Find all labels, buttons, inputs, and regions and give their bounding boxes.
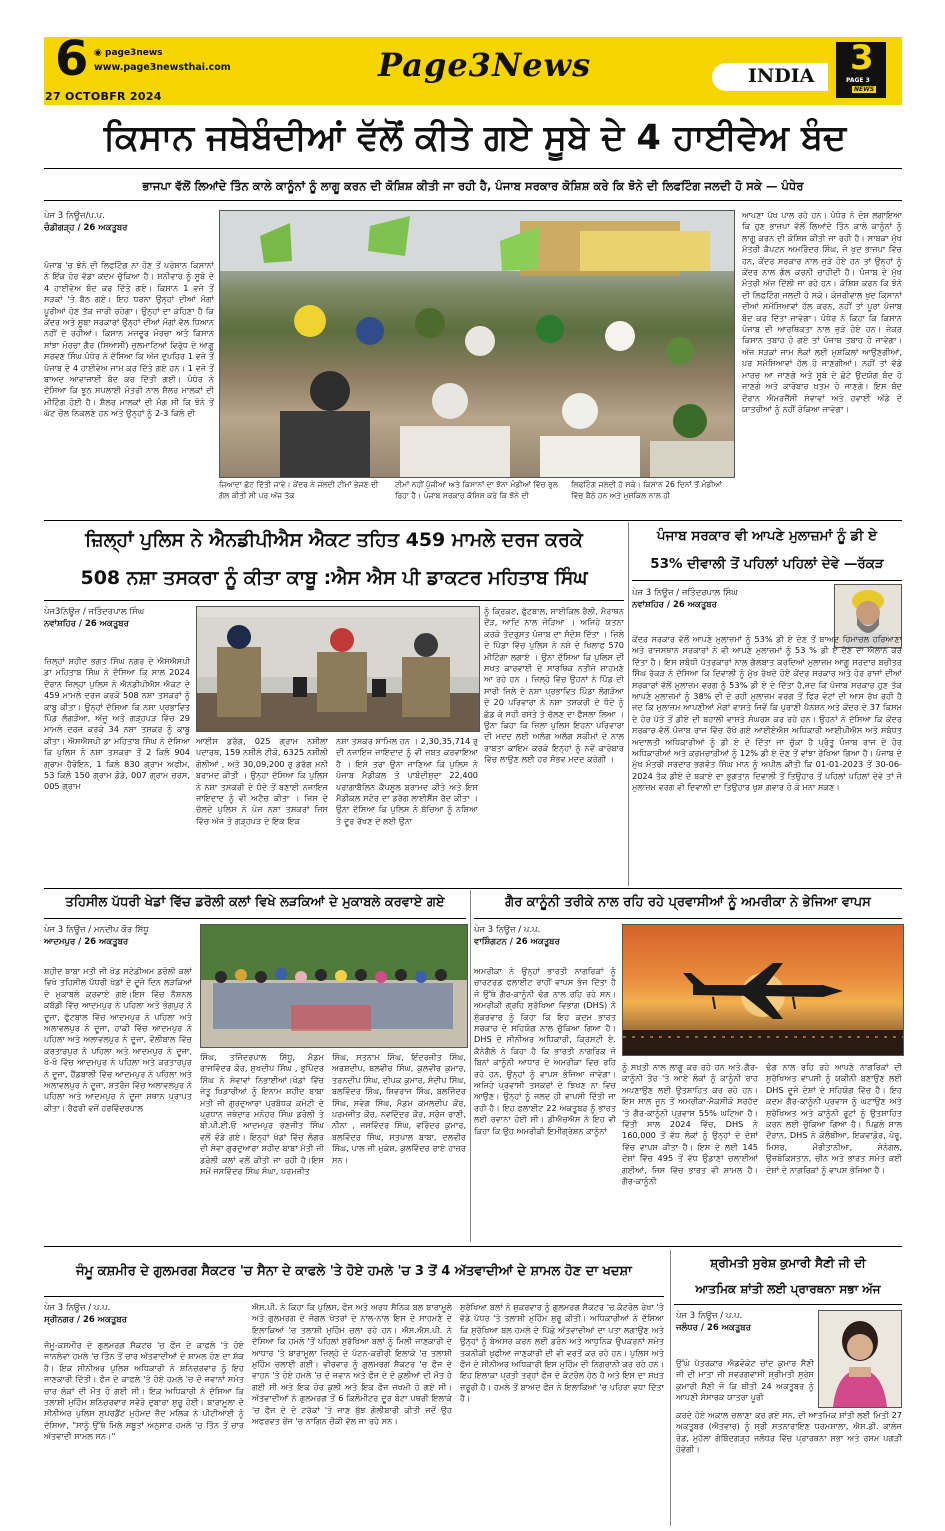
sports-col3: ਸਿੰਘ, ਸਤਨਾਮ ਸਿੰਘ, ਇੰਦਰਜੀਤ ਸਿੰਘ, ਅਰਸ਼ਦੀਪ, ਬਲਵੀਰ ਸਿੰਘ, ਕੁਲਵੀਰ ਕੁਮਾਰ, ਤਰਨਦੀਪ ਸਿੰਘ, ਦੀਪਕ ਕੁਮਾਰ, ਸੰਦੀਪ ਸਿੰਘ, ਬਲਵਿੰਦਰ ਸਿੰਘ, ਸ਼ਿਵਰਾਜ ਸਿੰਘ, ਬਲਜਿੰਦਰ ਸਿੰਘ, ਸਵੇਗ ਸਿੰਘ, ਮੈਡਮ ਕਮਲਦੀਪ ਕੌਰ, ਪਰਮਜੀਤ ਕੌਰ, ਨਵਦਿੰਦਰ ਕੌਰ, ਸਰੋਜ ਰਾਣੀ, ਨੀਨਾ , ਜਸਵਿੰਦਰ ਸਿੰਘ, ਵਰਿੰਦਰ ਕੁਮਾਰ, ਬਲਵਿੰਦਰ ਸਿੰਘ, ਸਤਪਾਲ ਬਾਬਾ, ਦਲਵੀਰ ਸਿੰਘ, ਪਾਲ ਜੀ ਮੁਕੇਸ਼, ਕੁਲਵਿੰਦਰ ਰਾਏ ਹਾਜ਼ਰ ਸਨ। [332,1052,466,1165]
sports-byline [44,924,204,948]
masthead-logo: Page3News [378,46,592,84]
employees-headline-1: ਪੰਜਾਬ ਸਰਕਾਰ ਵੀ ਆਪਣੇ ਮੁਲਾਜ਼ਮਾਂ ਨੂੰ ਡੀ ਏ [656,528,878,544]
lead-caption-2: ਟੀਮਾਂ ਨਹੀਂ ਪੁੱਜੀਆਂ ਅਤੇ ਕਿਸਾਨਾਂ ਦਾ ਝੋਨਾ ਮੰਡੀਆਂ ਵਿੱਚ ਰੁਲ ਰਿਹਾ ਹੈ। ਪੰਜਾਬ ਸਰਕਾਰ ਕੋਸ਼ਿਸ਼ ਕਰੇ ਕਿ ਝੋਨੇ ਦੀ [395,480,558,500]
social-handle [94,48,163,58]
obituary-portrait-illustration [819,1311,901,1407]
sports-headline: ਤਹਿਸੀਲ ਪੱਧਰੀ ਖੇਡਾਂ ਵਿੱਚ ਡਰੋਲੀ ਕਲਾਂ ਵਿਖੇ ਲੜਕਿਆਂ ਦੇ ਮੁਕਾਬਲੇ ਕਰਵਾਏ ਗਏ [65,895,445,910]
lead-headline: ਕਿਸਾਨ ਜਥੇਬੰਦੀਆਂ ਵੱਲੋਂ ਕੀਤੇ ਗਏ ਸੂਬੇ ਦੇ 4 ਹਾਈਵੇਅ ਬੰਦ [103,118,847,158]
obituary-byline-text: ਪੇਜ 3 ਨਿਊਜ਼ / ਪ.ਪ. [676,1311,743,1321]
sports-dateline: ਆਦਮਪੁਰ / 26 ਅਕਤੂਬਰ [44,937,129,947]
lead-dateline: ਚੰਡੀਗੜ੍ਹ / 26 ਅਕਤੂਬਰ [44,223,128,233]
ndps-dateline: ਨਵਾਂਸ਼ਹਿਰ / 26 ਅਕਤੂਬਰ [44,619,129,629]
migrants-byline-text: ਪੇਜ 3 ਨਿਊਜ਼ / ਪ.ਪ. [474,925,541,935]
migrants-byline [474,924,624,948]
ndps-headline-2: 508 ਨਸ਼ਾ ਤਸਕਰਾ ਨੂੰ ਕੀਤਾ ਕਾਬੂ :ਐਸ ਐਸ ਪੀ ਡਾਕਟਰ ਮਹਿਤਾਬ ਸਿੰਘ [80,567,588,589]
obituary-body-side: ਉੱਘੇ ਪੱਤਰਕਾਰ ਐਡਵੋਕੇਟ ਚਾਂਦ ਕੁਮਾਰ ਸੈਣੀ ਜੀ ਦੀ ਮਾਤਾ ਜੀ ਸਵਰਗਵਾਸੀ ਸ਼੍ਰੀਮਤੀ ਸੁਰੇਸ਼ ਕੁਮਾਰੀ ਸੈਣੀ ਜੋ ਕਿ ਬੀਤੀ 24 ਅਕਤੂਬਰ ਨੂੰ ਆਪਣੀ ਸੰਸਾਰਕ ਯਾਤਰਾ ਪੂਰੀ [676,1358,814,1403]
masthead-date: 27 OCTOBFR 2024 [45,90,162,103]
migrants-col1: ਅਮਰੀਕਾ ਨੇ ਉਨ੍ਹਾਂ ਭਾਰਤੀ ਨਾਗਰਿਕਾਂ ਨੂੰ ਚਾਰਟਰਡ ਫਲਾਈਟ ਰਾਹੀਂ ਵਾਪਸ ਭੇਜ ਦਿੱਤਾ ਹੈ ਜੋ ਉੱਥੇ ਗੈਰ-ਕਾਨੂੰਨੀ ਢੰਗ ਨਾਲ ਰਹਿ ਰਹੇ ਸਨ। ਅਮਰੀਕੀ ਗ੍ਰਹਿ ਸੁਰੱਖਿਆ ਵਿਭਾਗ (DHS) ਨੇ ਸ਼ੁੱਕਰਵਾਰ ਨੂੰ ਕਿਹਾ ਕਿ ਇਹ ਕਦਮ ਭਾਰਤ ਸਰਕਾਰ ਦੇ ਸਹਿਯੋਗ ਨਾਲ ਚੁੱਕਿਆ ਗਿਆ ਹੈ। DHS ਦੇ ਸੀਨੀਅਰ ਅਧਿਕਾਰੀ, ਕ੍ਰਿਸਟੀ ਏ. ਕੈਨੇਗੈਲੋ ਨੇ ਕਿਹਾ ਹੈ ਕਿ ਭਾਰਤੀ ਨਾਗਰਿਕ ਜੋ ਬਿਨਾਂ ਕਾਨੂੰਨੀ ਆਧਾਰ ਦੇ ਅਮਰੀਕਾ ਵਿਚ ਰਹਿ ਰਹੇ ਹਨ, ਉਨ੍ਹਾਂ ਨੂੰ ਵਾਪਸ ਭੇਜਿਆ ਜਾਵੇਗਾ। ਅਜਿਹੇ ਪ੍ਰਵਾਸੀ ਤਸਕਰਾਂ ਦੇ ਝਿਖਣ ਨਾ ਵਿਚ ਆਉਣ। ਉਨ੍ਹਾਂ ਨੂੰ ਜਲਦ ਹੀ ਵਾਪਸੀ ਦਿੱਤੀ ਜਾ ਰਹੀ ਹੈ। ਇਹ ਫਲਾਈਟ 22 ਅਕਤੂਬਰ ਨੂੰ ਭਾਰਤ ਲਈ ਰਵਾਨਾ ਹੋਈ ਸੀ। ਡੀਐਚਐਸ ਨੇ ਇਹ ਵੀ ਕਿਹਾ ਕਿ ਉਹ ਅਮਰੀਕੀ ਇਮੀਗ੍ਰੇਸ਼ਨ ਕਾਨੂੰਨਾਂ [474,966,616,1136]
lead-subhead: ਭਾਜਪਾ ਵੱਲੋਂ ਲਿਆਂਦੇ ਤਿੰਨ ਕਾਲੇ ਕਾਨੂੰਨਾਂ ਨੂੰ ਲਾਗੂ ਕਰਨ ਦੀ ਕੋਸ਼ਿਸ਼ ਕੀਤੀ ਜਾ ਰਹੀ ਹੈ, ਪੰਜਾਬ ਸਰਕਾਰ ਕੋਸ਼ਿਸ਼ ਕਰੇ ਕਿ ਝੋਨੇ ਦੀ ਲਿਫਟਿੰਗ ਜਲਦੀ ਹੋ ਸਕੇ — ਪੰਧੇਰ [142,179,804,193]
press-conference-illustration [197,607,479,731]
obituary-byline [676,1310,816,1334]
employees-byline [632,587,832,611]
migrants-headline: ਗੈਰ ਕਾਨੂੰਨੀ ਤਰੀਕੇ ਨਾਲ ਰਹਿ ਰਹੇ ਪ੍ਰਵਾਸੀਆਂ ਨੂੰ ਅਮਰੀਕਾ ਨੇ ਭੇਜਿਆ ਵਾਪਸ [505,895,871,910]
lead-col4: ਆਪਣਾ ਪੱਖ ਪਾਲ ਰਹੇ ਹਨ। ਪੰਧੇਰ ਨੇ ਦੋਸ਼ ਲਗਾਇਆ ਕਿ ਹੁਣ ਭਾਜਪਾ ਵੱਲੋਂ ਲਿਆਂਦੇ ਤਿੰਨ ਕਾਲੇ ਕਾਨੂੰਨਾਂ ਨੂੰ ਲਾਗੂ ਕਰਨ ਦੀ ਕੋਸ਼ਿਸ਼ ਕੀਤੀ ਜਾ ਰਹੀ ਹੈ। ਸਾਬਕਾ ਮੁੱਖ ਮੰਤਰੀ ਕੈਪਟਨ ਅਮਰਿੰਦਰ ਸਿੰਘ, ਜੋ ਖੁਦ ਭਾਜਪਾ ਵਿੱਚ ਹਨ, ਕੇਂਦਰ ਸਰਕਾਰ ਨਾਲ ਜੁੜੇ ਹੋਏ ਹਨ ਤਾਂ ਉਨ੍ਹਾਂ ਨੂੰ ਕੇਂਦਰ ਨਾਲ ਗੱਲ ਕਰਨੀ ਚਾਹੀਦੀ ਹੈ। ਪੰਜਾਬ ਦੇ ਮੁੱਖ ਮੰਤਰੀ ਅੱਜ ਦਿੱਲੀ ਜਾ ਰਹੇ ਹਨ। ਕੋਸ਼ਿਸ਼ ਕਰਨ ਕਿ ਝੋਨੇ ਦੀ ਲਿਫਟਿੰਗ ਜਲਦੀ ਹੋ ਸਕੇ। ਕੇਜਰੀਵਾਲ ਖੁਦ ਕਿਸਾਨਾਂ ਦੀਆਂ ਸਮੱਸਿਆਵਾਂ ਹੱਲ ਕਰਨ, ਨਹੀਂ ਤਾਂ ਪੂਰਾ ਪੰਜਾਬ ਬੰਦ ਕਰ ਦਿੱਤਾ ਜਾਵੇਗਾ। ਪੰਧੇਰ ਨੇ ਕਿਹਾ ਕਿ ਕਿਸਾਨ ਪੰਜਾਬ ਦੀ ਆਰਥਿਕਤਾ ਨਾਲ ਜੁੜੇ ਹੋਏ ਹਨ। ਜੇਕਰ ਕਿਸਾਨ ਤਬਾਹ ਹੋ ਗਏ ਤਾਂ ਪੰਜਾਬ ਤਬਾਹ ਹੋ ਜਾਵੇਗਾ। ਅੱਜ ਸੜਕਾਂ ਜਾਮ ਲੋਕਾਂ ਲਈ ਮੁਸ਼ਕਿਲਾਂ ਆਉਣਗੀਆਂ, ਪਰ ਸਮੱਸਿਆਵਾਂ ਹੱਲ ਹੋ ਜਾਣਗੀਆਂ। ਨਹੀਂ ਤਾਂ ਵੱਡੇ ਮਾਰਚ ਆ ਜਾਣਗੇ ਅਤੇ ਸੂਬੇ ਦੇ ਛੋਟੇ ਉਦਯੋਗ ਬੰਦ ਹੋ ਜਾਣਗੇ ਅਤੇ ਕਾਰੋਬਾਰ ਖ਼ਤਮ ਹੋ ਜਾਣਗੇ। ਇਸ ਬੰਦ ਦੌਰਾਨ ਐਮਰਜੈਂਸੀ ਸੇਵਾਵਾਂ ਅਤੇ ਹਵਾਈ ਅੱਡੇ ਦੇ ਯਾਤਰੀਆਂ ਨੂੰ ਨਹੀਂ ਰੋਕਿਆ ਜਾਵੇਗਾ। [742,210,902,414]
kashmir-byline-text: ਪੇਜ 3 ਨਿਊਜ਼ / ਪ.ਪ. [44,1303,111,1313]
ndps-col4: ਨੂੰ ਕ੍ਰਿਕਟ, ਫੁੱਟਬਾਲ, ਸਾਈਕਿਲ ਰੈਲੀ, ਮੈਰਾਥਨ ਦੌੜ, ਆਦਿ ਨਾਲ ਜੋੜਿਆ । ਅਜਿਹੇ ਯਤਨਾ ਕਰਕੇ ਤੰਦਰੁਸਤ ਪੰਜਾਬ ਦਾ ਸੰਦੇਸ਼ ਦਿੱਤਾ । ਜ਼ਿਲੇ ਦੇ ਪਿੰਡਾ ਵਿੱਚ ਪੁਲਿਸ ਨੇ ਨਸ਼ੇ ਦੇ ਖਿਲਾਫ 570 ਮੀਟਿੰਗਾ ਲਗਾਏ । ਉਨਾ ਦੱਸਿਆ ਕਿ ਪੁਲਿਸ ਦੀ ਸਖਤ ਕਾਰਵਾਈ ਦੇ ਸਾਰਥਿਕ ਨਤੀਜੇ ਸਾਹਮਣੇ ਆ ਰਹੇ ਹਨ । ਜ਼ਿਲ੍ਹੇ ਵਿੱਚ ਉਹਨਾਂ ਨੇ ਪਿੰਡ ਦੀ ਸਾਰੀ ਜ਼ਿਲੇ ਦੇ ਨਸ਼ਾ ਪ੍ਰਭਾਵਿਤ ਪਿੰਡਾ ਲੰਗੜੋਆ ਦੇ 20 ਪਰਿਵਾਰਾ ਨੇ ਨਸ਼ਾ ਤਸਕਰੀ ਦੇ ਧੰਦੇ ਨੂੰ ਛੱਡ ਕੇ ਸਹੀ ਰਸਤੇ ਤੇ ਚੱਲਣ ਦਾ ਫੈਸਲਾ ਲਿਆ । ਉਨਾ ਕਿਹਾ ਕਿ ਜ਼ਿਲਾ ਪੁਲਿਸ ਇਹਨਾ ਪਰਿਵਾਰਾ ਦੀ ਮਦਦ ਲਈ ਅਲੱਗ ਅਲੱਗ ਸਕੀਮਾਂ ਦੇ ਨਾਲ ਰਾਬਤਾ ਕਾਇਮ ਕਰਕੇ ਇਨ੍ਹਾਂ ਨੂੰ ਨਵੇਂ ਕਾਰੋਬਾਰ ਵਿੱਚ ਲਾਉਣ ਲਈ ਹਰ ਸੰਭਵ ਮਦਦ ਕਰੇਗੀ । [484,606,624,765]
employees-dateline: ਨਵਾਂਸ਼ਹਿਰ / 26 ਅਕਤੂਬਰ [632,600,717,610]
website-url[interactable]: www.page3newsthai.com [94,62,231,73]
ndps-byline-text: ਪੇਜ3ਨਿਊਜ਼ / ਜਤਿੰਦਰਪਾਲ ਸਿੰਘ [44,607,145,617]
lead-byline [44,210,214,234]
employees-byline-text: ਪੇਜ 3 ਨਿਊਜ਼ / ਜਤਿੰਦਰਪਾਲ ਸਿੰਘ [632,588,738,598]
migrants-dateline: ਵਾਸ਼ਿੰਗਟਨ / 26 ਅਕਤੂਬਰ [474,937,560,947]
lead-byline-text: ਪੇਜ 3 ਨਿਊਜ਼/ਪ.ਪ. [44,211,105,221]
obituary-body-full: ਕਰਦੇ ਹੋਏ ਅਕਾਲ ਚਲਾਣਾ ਕਰ ਗਏ ਸਨ, ਦੀ ਆਤਮਿਕ ਸ਼ਾਂਤੀ ਲਈ ਮਿਤੀ 27 ਅਕਤੂਬਰ (ਐਤਵਾਰ) ਨੂੰ ਸ੍ਰੀ ਸਤਨਾਰਾਇਣ ਧਰਮਸ਼ਾਲਾ, ਐਸ.ਡੀ. ਕਾਲੇਜ ਰੋਡ, ਮੁਹੱਲਾ ਗੋਬਿੰਦਗੜ੍ਹ ਜਲੰਧਰ ਵਿੱਚ ਪ੍ਰਾਰਥਨਾ ਸਭਾ ਅਤੇ ਰਸਮ ਪਗੜੀ ਹੋਵੇਗੀ। [676,1410,902,1455]
handle-text: page3news [105,48,163,58]
ndps-byline [44,606,204,630]
employees-headline-2: 53% ਦੀਵਾਲੀ ਤੋਂ ਪਹਿਲਾਂ ਪਹਿਲਾਂ ਦੇਵੇ —ਰੱਕੜ [650,556,884,572]
farmers-protest-photo [219,210,735,478]
kashmir-col3: ਸੁਰੱਖਿਆ ਬਲਾਂ ਨੇ ਸ਼ੁਕਰਵਾਰ ਨੂੰ ਗੁਲਮਰਗ ਸੈਕਟਰ 'ਚ ਕੰਟਰੋਲ ਰੇਖਾ 'ਤੇ ਵੱਡੇ ਪੱਧਰ 'ਤੇ ਤਲਾਸ਼ੀ ਮੁਹਿੰਮ ਸ਼ੁਰੂ ਕੀਤੀ। ਅਧਿਕਾਰੀਆਂ ਨੇ ਦੱਸਿਆ ਕਿ ਸੁਰੱਖਿਆ ਬਲ ਹਮਲੇ ਦੇ ਪਿੱਛੇ ਅੱਤਵਾਦੀਆਂ ਦਾ ਪਤਾ ਲਗਾਉਣ ਅਤੇ ਉਨ੍ਹਾਂ ਨੂੰ ਬੇਅਸਰ ਕਰਨ ਲਈ ਡਰੋਨ ਅਤੇ ਆਧੁਨਿਕ ਉਪਕਰਨਾਂ ਸਮੇਤ ਤਕਨੀਕੀ ਖੁਫੀਆ ਜਾਣਕਾਰੀ ਦੀ ਵੀ ਵਰਤੋਂ ਕਰ ਰਹੇ ਹਨ। ਪੁਲਿਸ ਅਤੇ ਫੌਜ ਦੇ ਸੀਨੀਅਰ ਅਧਿਕਾਰੀ ਇਸ ਮੁਹਿੰਮ ਦੀ ਨਿਗਰਾਨੀ ਕਰ ਰਹੇ ਹਨ। ਇਹ ਇਲਾਕਾ ਪ੍ਰਤੀ ਤਰ੍ਹਾਂ ਫੌਜ ਦੇ ਕੰਟਰੋਲ ਹੇਠ ਹੈ ਅਤੇ ਇਸ ਦਾ ਸਖ਼ਤ ਜ਼ਰੂਰੀ ਹੈ। ਹਮਲੇ ਤੋਂ ਬਾਅਦ ਫੌਜ ਨੇ ਇਲਾਕਿਆਂ 'ਚ ਪਹਿਰਾ ਵਧਾ ਦਿੱਤਾ ਹੈ। [460,1302,664,1404]
group-photo-illustration [201,925,467,1047]
ndps-col3: ਨਸ਼ਾ ਤਸਕਰ ਸ਼ਾਮਿਲ ਹਨ । 2,30,35,714 ਰੁ ਦੀ ਨਜਾਇਜ ਜਾਇਦਾਦ ਨੂੰ ਵੀ ਜ਼ਬਤ ਕਰਵਾਇਆ ਹੈ । ਇਸੇ ਤਰਾ ਉਨਾ ਜਾਣਿਆ ਕਿ ਪੁਲਿਸ ਨੇ ਪੰਜਾਬ ਮੈਡੀਕਲ ਤੋ ਪਾਬੰਦੀਸ਼ੁਦਾ 22,400 ਪਰਾਗਾਬੈਲਿਨ ਕੈਪਸੂਲ ਬਰਾਮਦ ਕੀਤੇ ਅਤੇ ਇਸ ਮੈਡੀਕਲ ਸਟੋਰ ਦਾ ਡਰੱਗ ਲਾਈਸੈਂਸ ਰੱਦ ਕੀਤਾ । ਉਨਾ ਦੱਸਿਆ ਕਿ ਪੁਲਿਸ ਨੇ ਬੱਚਿਆ ਨੂੰ ਨਸ਼ਿਆ ਤੋ ਦੂਰ ਰੱਖਣ ਦੇ ਲਈ ਉਨਾ [336,736,478,826]
ndps-col2: ਆਈਸ ਡਰੱਗ, 025 ਗ੍ਰਾਮ ਨਸ਼ੀਲਾ ਪਦਾਰਥ, 159 ਨਸ਼ੀਲੇ ਟੀਕੇ, 6325 ਨਸ਼ੀਲੀ ਗੋਲੀਆਂ , ਅਤੇ 30,09,200 ਰੁ ਡਰੱਗ ਮਨੀ ਬਰਾਮਦ ਕੀਤੀ । ਉਨ੍ਹਾ ਦੱਸਿਆ ਕਿ ਪੁਲਿਸ ਨੇ ਨਸ਼ਾ ਤਸਕਰੀ ਦੇ ਧੰਦੇ ਤੋਂ ਬਣਾਈ ਨਜਾਇਜ ਜਾਇਦਾਦ ਨੂੰ ਵੀ ਅਟੈਚ ਕੀਤਾ । ਜਿਸ ਦੇ ਚੱਲਦੇ ਪੁਲਿਸ ਨੇ ਪੇਜ ਨਸ਼ਾ ਤਸਕਰਾਂ ਜਿਸ ਵਿੱਚ ਅੱਜ ਤੋ ਗੜ੍ਹਪੜ ਦੇ ਇਕ ਇਕ [196,736,328,826]
kashmir-byline [44,1302,244,1326]
ndps-headline-1: ਜ਼ਿਲ੍ਹਾਂ ਪੁਲਿਸ ਨੇ ਐਨਡੀਪੀਐਸ ਐਕਟ ਤਹਿਤ 459 ਮਾਮਲੇ ਦਰਜ ਕਰਕੇ [85,529,583,551]
kashmir-col2: ਐਸ.ਪੀ. ਨੇ ਕਿਹਾ ਕਿ ਪੁਲਿਸ, ਫੌਜ ਅਤੇ ਅਰਧ ਸੈਨਿਕ ਬਲ ਬਾਰਾਮੂਲੇ ਅਤੇ ਗੁਲਮਰਗ ਦੇ ਜੰਗਲ ਖੇਤਰਾਂ ਦੇ ਨਾਲ-ਨਾਲ ਇਸ ਦੇ ਸਾਹਮਣੇ ਦੇ ਇਲਾਕਿਆਂ 'ਚ ਤਲਾਸ਼ੀ ਮੁਹਿੰਮ ਚਲਾ ਰਹੇ ਹਨ। ਐਸ.ਐਸ.ਪੀ. ਨੇ ਦੱਸਿਆ ਕਿ ਹਮਲੇ 'ਤੋਂ ਪਹਿਲਾਂ ਸੁਰੱਖਿਆ ਬਲਾਂ ਨੂੰ ਮਿਲੀ ਜਾਣਕਾਰੀ ਦੇ ਆਧਾਰ 'ਤੇ ਬਾਰਾਮੂਲਾ ਜ਼ਿਲ੍ਹੇ ਦੇ ਪੱਟਨ-ਕਰੀਰੀ ਇਲਾਕੇ 'ਚ ਤਲਾਸ਼ੀ ਮੁਹਿੰਮ ਚਲਾਈ ਗਈ। ਵੀਰਵਾਰ ਨੂੰ ਗੁਲਮਰਗ ਸੈਕਟਰ 'ਚ ਫੌਜ ਦੇ ਵਾਹਨ 'ਤੇ ਹੋਏ ਹਮਲੇ 'ਚ ਦੋ ਜਵਾਨ ਅਤੇ ਫੌਜ ਦੇ ਦੋ ਕੁਲੀਆਂ ਦੀ ਮੌਤ ਹੋ ਗਈ ਸੀ ਅਤੇ ਇਕ ਹੋਰ ਕੁਲੀ ਅਤੇ ਇਕ ਫੌਜ ਜ਼ਖਮੀ ਹੋ ਗਏ ਸੀ। ਅੱਤਵਾਦੀਆਂ ਨੇ ਗੁਲਮਰਗ ਤੋਂ 6 ਕਿਲੋਮੀਟਰ ਦੂਰ ਬੋਟਾ ਪਥਰੀ ਇਲਾਕੇ 'ਚ ਫੌਜ ਦੇ ਦੋ ਟਰੱਕਾਂ 'ਤੇ ਜਾਣ ਬੁੱਝ ਗੋਲੀਬਾਰੀ ਕੀਤੀ ਜਦੋਂ ਉਹ ਅਫਰਵਤ ਰੇਂਜ 'ਚ ਨਾਗਿਨ ਚੌਕੀ ਵੱਲ ਜਾ ਰਹੇ ਸਨ। [252,1302,452,1427]
migrants-col3: ਢੰਗ ਨਾਲ ਰਹਿ ਰਹੇ ਆਪਣੇ ਨਾਗਰਿਕਾਂ ਦੀ ਸੁਰੱਖਿਅਤ ਵਾਪਸੀ ਨੂੰ ਯਕੀਨੀ ਬਣਾਉਣ ਲਈ DHS ਦੂਜੇ ਦੇਸ਼ਾਂ ਦੇ ਸਹਿਯੋਗ ਵਿੱਚ ਹੈ। ਇਹ ਕਦਮ ਗੈਰ-ਕਾਨੂੰਨੀ ਪ੍ਰਵਾਸ ਨੂੰ ਘਟਾਉਣ ਅਤੇ ਸੁਰੱਖਿਅਤ ਅਤੇ ਕਾਨੂੰਨੀ ਰੂਟਾਂ ਨੂੰ ਉਤਸ਼ਾਹਿਤ ਕਰਨ ਲਈ ਚੁੱਕਿਆ ਗਿਆ ਹੈ। ਪਿਛਲੇ ਸਾਲ ਦੌਰਾਨ, DHS ਨੇ ਕੋਲੰਬੀਆ, ਇਕਵਾਡੋਰ, ਪੇਰੂ, ਮਿਸਰ, ਮੌਰੀਤਾਨੀਆ, ਸੇਨੇਗਲ, ਉਜ਼ਬੇਕਿਸਤਾਨ, ਚੀਨ ਅਤੇ ਭਾਰਤ ਸਮੇਤ ਕਈ ਦੇਸ਼ਾਂ ਦੇ ਨਾਗਰਿਕਾਂ ਨੂੰ ਵਾਪਸ ਭੇਜਿਆ ਹੈ। [766,1062,902,1175]
camera-icon: ◉ [94,48,105,58]
employees-body: ਕੇਂਦਰ ਸਰਕਾਰ ਵੱਲੋਂ ਆਪਣੇ ਮੁਲਾਜ਼ਮਾਂ ਨੂੰ 53% ਡੀ ਏ ਦੇਣ ਤੋਂ ਬਾਅਦ ਹਿਮਾਚਲ ਹਰਿਆਣਾ ਅਤੇ ਰਾਜਸਥਾਨ ਸਰਕਾਰਾਂ ਨੇ ਵੀ ਆਪਣੇ ਮੁਲਾਜ਼ਮਾਂ ਨੂੰ 53 % ਡੀ ਏ ਦੇਣ ਦਾ ਐਲਾਨ ਕਰ ਦਿੱਤਾ ਹੈ। ਇਸ ਸਬੰਧੀ ਪੱਤਰਕਾਰਾਂ ਨਾਲ ਗੱਲਬਾਤ ਕਰਦਿਆਂ ਮੁਲਾਜ਼ਮ ਆਗੂ ਸਰਦਾਰ ਬਚੀਤਰ ਸਿੰਘ ਰੱਕੜ ਨੇ ਦੱਸਿਆ ਕਿ ਦਿਵਾਲੀ ਨੂੰ ਮੁੱਖ ਰੱਖਦੇ ਹੋਏ ਕੇਂਦਰ ਸਰਕਾਰ ਅਤੇ ਹੋਰ ਰਾਜਾਂ ਦੀਆਂ ਸਰਕਾਰਾਂ ਵੱਲੋਂ ਮੁਲਾਜ਼ਮ ਵਰਗ ਨੂੰ 53% ਡੀ ਏ ਦੇ ਦਿੱਤਾ ਹੈ,ਜਦ ਕਿ ਪੰਜਾਬ ਸਰਕਾਰ ਹੁਣ ਤੱਕ ਆਪਣੇ ਮੁਲਾਜ਼ਮਾਂ ਨੂੰ 38% ਦੀ ਦੇ ਰਹੀ ਮੁਲਾਜ਼ਮ ਵਰਗ ਤੋਂ ਫਿਰ ਵੋਟਾਂ ਦੀ ਆਸ ਰੱਖ ਰਹੀ ਹੈ ਜਦ ਕਿ ਮੁਲਾਜ਼ਮ ਆਪਣੀਆਂ ਮੰਗਾਂ ਵਾਸਤੇ ਜਿਵੇਂ ਕਿ ਪੁਰਾਣੀ ਪੈਨਸ਼ਨ ਅਤੇ ਕੇਂਦਰ ਦੇ 37 ਕਿਸਮ ਦੇ ਹੋਰ ਪੱਤੇ ਤੋਂ ਡੀਏ ਦੀ ਬਹਾਲੀ ਵਾਸਤੇ ਸੰਘਰਸ਼ ਕਰ ਰਹੇ ਹਨ। ਉਹਨਾਂ ਨੇ ਦੱਸਿਆ ਕਿ ਕੇਂਦਰ ਸਰਕਾਰ ਵੱਲੋਂ ਪੰਜਾਬ ਰਾਜ ਵਿੱਚ ਰੱਖੇ ਗਏ ਆਈਏਐਸ ਅਧਿਕਾਰੀ ਆਈਪੀਐਸ ਅਤੇ ਸਬੰਧਤ ਅਦਾਲਤੀ ਅਧਿਕਾਰੀਆਂ ਨੂੰ ਡੀ ਏ ਦੇ ਦਿੱਤਾ ਜਾ ਚੁੱਕਾ ਹੈ ਪ੍ਰੰਤੂ ਪੰਜਾਬ ਰਾਜ ਦੇ ਹੋਰ ਅਧਿਕਾਰੀਆਂ ਅਤੇ ਕਰਮਚਾਰੀਆਂ ਨੂੰ 12% ਡੀ ਏ ਦੇਣ ਤੋਂ ਵਾਂਝਾ ਰੱਖਿਆ ਗਿਆ ਹੈ। ਪੰਜਾਬ ਦੇ ਮੁੱਖ ਮੰਤਰੀ ਸਰਦਾਰ ਭਗਵੰਤ ਸਿੰਘ ਮਾਨ ਨੂੰ ਅਪੀਲ ਕੀਤੀ ਕਿ 01-01-2023 ਤੋਂ 30-06-2024 ਤੱਕ ਡੀਏ ਦੇ ਬਕਾਏ ਦਾ ਭੁਗਤਾਨ ਦਿਵਾਲੀ ਤੋਂ ਤਿਉਹਾਰ ਤੋਂ ਪਹਿਲਾਂ ਪਹਿਲਾਂ ਦੇਵੇ ਤਾਂ ਜੋ ਮੁਲਾਜ਼ਮ ਵਰਗ ਵੀ ਦਿਵਾਲੀ ਦਾ ਤਿਉਹਾਰ ਖੁਸ਼ ਗਵਾਰ ਹੋ ਕੇ ਮਨਾ ਸਕਣ। [632,634,902,793]
brand-badge-number: 3 [850,38,874,78]
sports-col2: ਸਿੰਘ, ਤਜਿੰਦਰਪਾਲ ਸਿੱਧੂ, ਮੈਡਮ ਰਾਜਵਿੰਦਰ ਕੌਰ, ਸੁਖਦੀਪ ਸਿੰਘ , ਭੁਪਿੰਦਰ ਸਿੰਘ ਨੇ ਸੇਵਾਵਾਂ ਨਿਭਾਈਆਂ।ਖੇਡਾਂ ਵਿੱਚ ਜੇਤੂ ਖਿਡਾਰੀਆਂ ਨੂੰ ਇਨਾਮ ਸ਼ਹੀਦ ਬਾਬਾ ਮਤੀ ਜੀ ਗੁਰਦੁਆਰਾ ਪ੍ਰਬੰਧਕ ਕਮੇਟੀ ਦੇ ਪ੍ਰਧਾਨ ਜਥੇਦਾਰ ਮਨੋਹਰ ਸਿੰਘ ਡਰੋਲੀ ਤੇ ਬੀ.ਪੀ.ਈ.ਓ ਆਦਮਪੁਰ ਰਣਜੀਤ ਸਿੰਘ ਵਲੋਂ ਵੰਡੇ ਗਏ। ਇਨ੍ਹਾਂ ਖੇਡਾਂ ਵਿੱਚ ਲੰਗਰ ਦੀ ਸੇਵਾ ਗੁਰਦੁਆਰਾ ਸ਼ਹੀਦ ਬਾਬਾ ਮੱਤੀ ਜੀ ਡਰੋਲੀ ਕਲਾਂ ਵਲੋਂ ਕੀਤੀ ਜਾ ਰਹੀ ਹੈ।ਇਸ ਸਮੇਂ ਜਸਵਿੰਦਰ ਸਿੰਘ ਸੰਘਾ, ਪਰਮਜੀਤ [200,1052,324,1177]
protest-crowd-illustration [220,211,734,477]
sports-byline-text: ਪੇਜ 3 ਨਿਊਜ਼ / ਮਨਦੀਪ ਕੌਰ ਸਿੱਧੂ [44,925,149,935]
brand-badge-text-bottom: NEWS [854,86,875,93]
ndps-col1: ਜ਼ਿਲ੍ਹਾਂ ਸ਼ਹੀਦ ਭਗਤ ਸਿੰਘ ਨਗਰ ਦੇ ਐਸਐਸਪੀ ਡਾ ਮਹਿਤਾਬ ਸਿੰਘ ਨੇ ਦੱਸਿਆ ਕਿ ਸਾਲ 2024 ਦੌਰਾਨ ਜ਼ਿਲ੍ਹਾ ਪੁਲਿਸ ਨੇ ਐਨਡੀਪੀਐਸ ਐਕਟ ਦੇ 459 ਮਾਮਲੇ ਦਰਜ ਕਰਕੇ 508 ਨਸ਼ਾ ਤਸਕਰਾਂ ਨੂੰ ਕਾਬੂ ਕੀਤਾ। ਉਨ੍ਹਾਂ ਦੱਸਿਆ ਕਿ ਨਸ਼ਾ ਪ੍ਰਭਾਵਿਤ ਪਿੰਡ ਲੰਗੜੋਆ, ਅੱਜੂ ਅਤੇ ਗੜ੍ਹਪੜ ਵਿੱਚ 29 ਮਾਮਲੇ ਦਰਜ ਕਰਕੇ 34 ਨਸ਼ਾ ਤਸਕਰ ਨੂੰ ਕਾਬੂ ਕੀਤਾ। ਐਸਐਸਪੀ ਡਾ ਮਹਿਤਾਬ ਸਿੰਘ ਨੇ ਦੱਸਿਆ ਕਿ ਪੁਲਿਸ ਨੇ ਨਸ਼ਾ ਤਸਕਰਾ ਤੋਂ 2 ਕਿਲੋ 904 ਗ੍ਰਾਮ ਹੈਰੋਇਨ, 1 ਕਿਲੋ 830 ਗ੍ਰਾਮ ਅਫੀਮ, 53 ਕਿਲੋ 150 ਗ੍ਰਾਮ ਡੋਡੇ, 007 ਗ੍ਰਾਮ ਚਰਸ, 005 ਗ੍ਰਾਮ [44,656,190,792]
kashmir-dateline: ਸ੍ਰੀਨਗਰ / 26 ਅਕਤੂਬਰ [44,1315,127,1325]
obituary-portrait [818,1310,902,1408]
airplane-illustration [623,925,903,1055]
page-number: 6 [55,31,89,87]
lead-caption-3: ਲਿਫਟਿੰਗ ਜਲਦੀ ਹੋ ਸਕੇ। ਕਿਸਾਨ 26 ਦਿਨਾਂ ਤੋਂ ਮੰਡੀਆਂ ਵਿੱਚ ਬੈਠੇ ਹਨ ਅਤੇ ਮੁਸ਼ਕਿਲ ਨਾਲ ਹੀ [571,480,722,500]
sports-group-photo [200,924,468,1048]
edition-label: INDIA [748,65,815,87]
kashmir-headline: ਜੰਮੂ ਕਸ਼ਮੀਰ ਦੇ ਗੁਲਮਰਗ ਸੈਕਟਰ 'ਚ ਸੈਨਾ ਦੇ ਕਾਫਲੇ 'ਤੇ ਹੋਏ ਹਮਲੇ 'ਚ 3 ਤੋਂ 4 ਅੱਤਵਾਦੀਆਂ ਦੇ ਸ਼ਾਮਲ ਹੋਣ ਦਾ ਖਦਸ਼ਾ [76,1264,632,1279]
brand-badge-text-top: PAGE 3 [846,77,870,84]
lead-col1: ਪੰਜਾਬ 'ਚ ਝੋਨੇ ਦੀ ਲਿਫਟਿੰਗ ਨਾ ਹੋਣ ਤੋਂ ਪਰੇਸ਼ਾਨ ਕਿਸਾਨਾਂ ਨੇ ਇੱਕ ਹੋਰ ਵੱਡਾ ਕਦਮ ਚੁੱਕਿਆ ਹੈ। ਸ਼ਨੀਵਾਰ ਨੂੰ ਸੂਬੇ ਦੇ 4 ਹਾਈਵੇਅ ਬੰਦ ਕਰ ਦਿੱਤੇ ਗਏ। ਕਿਸਾਨ 1 ਵਜੇ ਤੋਂ ਸੜਕਾਂ 'ਤੇ ਬੈਠ ਗਏ। ਇਹ ਧਰਨਾ ਉਨ੍ਹਾਂ ਦੀਆਂ ਮੰਗਾਂ ਪੂਰੀਆਂ ਹੋਣ ਤੱਕ ਜਾਰੀ ਰਹੇਗਾ। ਉਨ੍ਹਾਂ ਦਾ ਕਹਿਣਾ ਹੈ ਕਿ ਕੇਂਦਰ ਅਤੇ ਸੂਬਾ ਸਰਕਾਰਾਂ ਉਨ੍ਹਾਂ ਦੀਆਂ ਮੰਗਾਂ ਵੱਲ ਧਿਆਨ ਨਹੀਂ ਦੇ ਰਹੀਆਂ। ਕਿਸਾਨ ਮਜ਼ਦੂਰ ਮੋਰਚਾ ਅਤੇ ਕਿਸਾਨ ਸਾਂਝਾ ਮੋਰਚਾ ਗੈਰ (ਸਿਆਸੀ) ਜ਼ੁਲਮਾਟਿਆਂ ਵਿਰੁੱਧ ਦੇ ਆਗੂ ਸਰਵਣ ਸਿੰਘ ਪੰਧੇਰ ਨੇ ਦੱਸਿਆ ਕਿ ਅੱਜ ਦੁਪਹਿਰ 1 ਵਜੇ ਤੋਂ ਪੰਜਾਬ ਦੇ 4 ਹਾਈਵੇਅ ਜਾਮ ਕਰ ਦਿੱਤੇ ਗਏ ਹਨ। 1 ਵਜੇ ਤੋਂ ਬਾਅਦ ਆਵਾਜਾਈ ਬੰਦ ਕਰ ਦਿੱਤੀ ਗਈ। ਪੰਧੇਰ ਨੇ ਦੱਸਿਆ ਕਿ ਝੂਠ ਸਪਲਾਈ ਮੰਤਰੀ ਨਾਲ ਸ਼ੈਲਰ ਮਾਲਕਾਂ ਦੀ ਮੀਟਿੰਗ ਹੋਈ ਹੈ। ਸ਼ੈਲਰ ਮਾਲਕਾਂ ਦੀ ਮੰਗ ਸੀ ਕਿ ਝੋਨੇ ਤੋਂ ਘੱਟ ਚੌਲ ਨਿਕਲਣੇ ਹਨ ਅਤੇ ਉਨ੍ਹਾਂ ਨੂੰ 2-3 ਕਿਲੋ ਦੀ [44,260,214,419]
obituary-headline-1: ਸ਼੍ਰੀਮਤੀ ਸੁਰੇਸ਼ ਕੁਮਾਰੀ ਸੈਣੀ ਜੀ ਦੀ [710,1256,866,1270]
airplane-photo [622,924,904,1056]
sports-col1: ਸ਼ਹੀਦ ਬਾਬਾ ਮਤੀ ਜੀ ਖੇਡ ਸਟੇਡੀਅਮ ਡਰੋਲੀ ਕਲਾਂ ਵਿਖੇ ਤਹਿਸੀਲ ਪੱਧਰੀ ਖੇਡਾਂ ਦੇ ਦੂਜੇ ਦਿਨ ਲੜਕਿਆਂ ਦੇ ਮੁਕਾਬਲੇ ਕਰਵਾਏ ਗਏ।ਇਸ ਵਿੱਚ ਨੈਸ਼ਨਲ ਕਬੱਡੀ ਵਿੱਚ ਆਦਮਪੁਰ ਨੇ ਪਹਿਲਾ ਅਤੇ ਭੋਗਪੁਰ ਨੇ ਦੂਜਾ, ਫੁੱਟਬਾਲ ਵਿੱਚ ਆਦਮਪੁਰ ਨੇ ਪਹਿਲਾ ਅਤੇ ਅਲਾਵਲਪੁਰ ਨੇ ਦੂਜਾ, ਹਾਕੀ ਵਿੱਚ ਆਦਮਪੁਰ ਨੇ ਪਹਿਲਾ ਅਤੇ ਅਲਾਵਲਪੁਰ ਨੇ ਦੂਜਾ, ਵੌਲੀਬਾਲ ਵਿੱਚ ਕਰਤਾਰਪੁਰ ਨੇ ਪਹਿਲਾ ਅਤੇ ਆਦਮਪੁਰ ਨੇ ਦੂਜਾ, ਖੋ-ਖੋ ਵਿੱਚ ਆਦਮਪੁਰ ਨੇ ਪਹਿਲਾ ਅਤੇ ਕਰਤਾਰਪੁਰ ਨੇ ਦੂਜਾ, ਹੈਂਡਬਾਲੀ ਵਿੱਚ ਆਦਮਪੁਰ ਨੇ ਪਹਿਲਾ ਅਤੇ ਅਲਾਵਲਪੁਰ ਨੇ ਦੂਜਾ, ਸ਼ਤਰੰਜ ਵਿੱਚ ਅਲਾਵਲਪੁਰ ਨੇ ਪਹਿਲਾ ਅਤੇ ਆਦਮਪੁਰ ਨੇ ਦੂਜਾ ਸਥਾਨ ਪ੍ਰਾਪਤ ਕੀਤਾ। ਰੈਫਰੀ ਵਜੋਂ ਹਰਵਿੰਦਰਪਾਲ [44,966,192,1113]
migrants-col2: ਨੂੰ ਸਖ਼ਤੀ ਨਾਲ ਲਾਗੂ ਕਰ ਰਹੇ ਹਨ ਅਤੇ ਗੈਰ-ਕਾਨੂੰਨੀ ਤੌਰ 'ਤੇ ਆਏ ਲੋਕਾਂ ਨੂੰ ਕਾਨੂੰਨੀ ਰਾਹ ਅਪਣਾਉਣ ਲਈ ਉਤਸ਼ਾਹਿਤ ਕਰ ਰਹੇ ਹਨ। ਇਸ ਸਾਲ ਜੂਨ ਤੋਂ ਅਮਰੀਕਾ-ਮੈਕਸੀਕੋ ਸਰਹੱਦ 'ਤੇ ਗੈਰ-ਕਾਨੂੰਨੀ ਪ੍ਰਵਾਸ 55% ਘਟਿਆ ਹੈ। ਵਿੱਤੀ ਸਾਲ 2024 ਵਿੱਚ, DHS ਨੇ 160,000 ਤੋਂ ਵੱਧ ਲੋਕਾਂ ਨੂੰ ਉਨ੍ਹਾਂ ਦੇ ਦੇਸ਼ਾਂ ਵਿੱਚ ਵਾਪਸ ਕੀਤਾ ਹੈ। ਇਸ ਦੇ ਲਈ 145 ਦੇਸ਼ਾਂ ਵਿੱਚ 495 ਤੋਂ ਵੱਧ ਉਡਾਣਾਂ ਚਲਾਈਆਂ ਗਈਆਂ, ਜਿਸ ਵਿੱਚ ਭਾਰਤ ਵੀ ਸ਼ਾਮਲ ਹੈ। ਗੈਰ-ਕਾਨੂੰਨੀ [622,1062,758,1187]
police-press-conference-photo [196,606,480,732]
kashmir-col1: ਜੰਮੂ-ਕਸ਼ਮੀਰ ਦੇ ਗੁਲਮਰਗ ਸੈਕਟਰ 'ਚ ਫੌਜ ਦੇ ਕਾਫਲੇ 'ਤੇ ਹੋਏ ਜਾਨਲੇਵਾ ਹਮਲੇ 'ਚ ਤਿੰਨ ਤੋਂ ਚਾਰ ਅੱਤਵਾਦੀਆਂ ਦੇ ਸ਼ਾਮਲ ਹੋਣ ਦਾ ਸ਼ੱਕ ਹੈ। ਇਕ ਸੀਨੀਅਰ ਪੁਲਿਸ ਅਧਿਕਾਰੀ ਨੇ ਸ਼ਨਿਚਰਵਾਰ ਨੂੰ ਇਹ ਜਾਣਕਾਰੀ ਦਿੱਤੀ। ਫੌਜ ਦੇ ਕਾਫਲੇ 'ਤੇ ਹੋਏ ਹਮਲੇ 'ਚ ਦੋ ਜਵਾਨਾਂ ਸਮੇਤ ਚਾਰ ਲੋਕਾਂ ਦੀ ਮੌਤ ਹੋ ਗਈ ਸੀ। ਇਕ ਅਧਿਕਾਰੀ ਨੇ ਦੱਸਿਆ ਕਿ ਤਲਾਸ਼ੀ ਮੁਹਿੰਮ ਸ਼ਨਿਚਰਵਾਰ ਸਵੇਰੇ ਦੁਬਾਰਾ ਸ਼ੁਰੂ ਹੋਈ। ਬਾਰਾਮੂਲਾ ਦੇ ਸੀਨੀਅਰ ਪੁਲਿਸ ਸੁਪਰਡੈਂਟ ਮੁਹੰਮਦ ਜ਼ੈਦ ਮਲਿਕ ਨੇ ਪੀਟੀਆਈ ਨੂੰ ਦੱਸਿਆ, "ਸਾਨੂੰ ਉੱਥੇ ਮਿਲੇ ਸਬੂਤਾਂ ਅਨੁਸਾਰ ਹਮਲੇ 'ਚ ਤਿੰਨ ਤੋਂ ਚਾਰ ਅੱਤਵਾਦੀ ਸ਼ਾਮਲ ਸਨ।" [44,1340,244,1442]
lead-caption-1: ਜ਼ਿਆਦਾ ਛੋਟ ਦਿੱਤੀ ਜਾਵੇ। ਕੇਂਦਰ ਨੇ ਜਲਦੀ ਟੀਮਾਂ ਭੇਜਣ ਦੀ ਗੱਲ ਕੀਤੀ ਸੀ ਪਰ ਅੱਜ ਤੱਕ [219,480,379,500]
obituary-dateline: ਜਲੰਧਰ / 26 ਅਕਤੂਬਰ [676,1323,751,1333]
obituary-headline-2: ਆਤਮਿਕ ਸ਼ਾਂਤੀ ਲਈ ਪ੍ਰਾਰਥਨਾ ਸਭਾ ਅੱਜ [695,1282,881,1296]
